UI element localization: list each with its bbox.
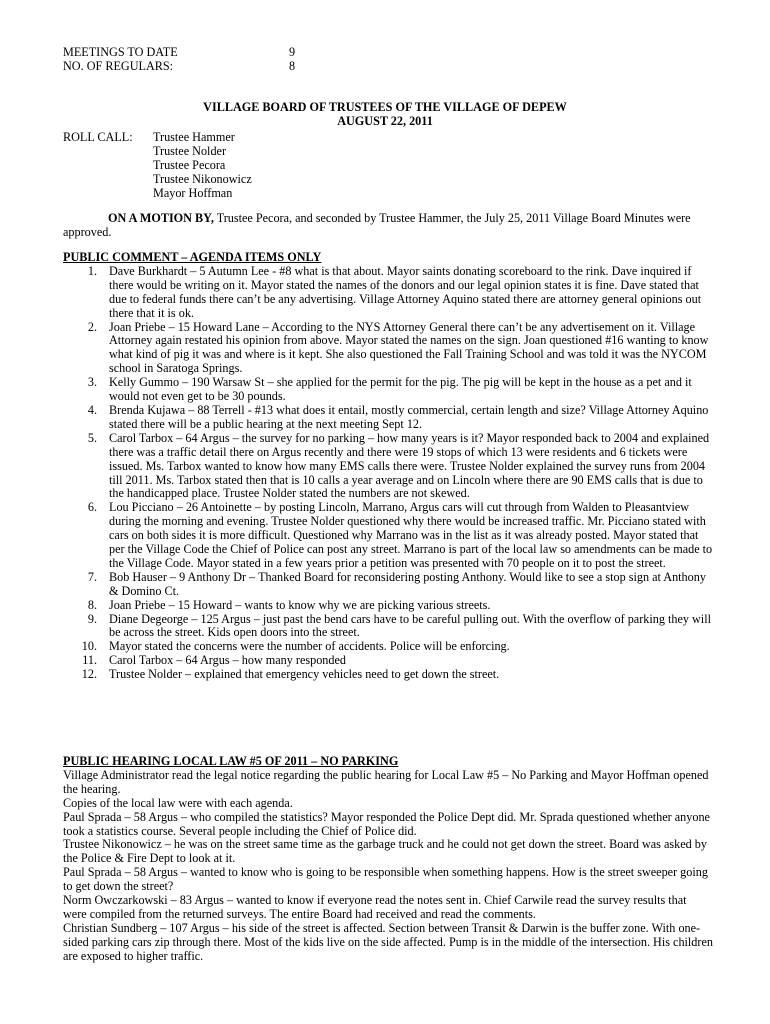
item-text: Carol Tarbox – 64 Argus – the survey for no parking – how many years is it? Mayor responded back to 2004 and explained there was a traffic detail there on Argus recently and there were 19 stops of which 13 were residents and 6 tickets were issued. Ms. Tarbox wanted to know how many EMS calls there were. Trustee Nolder explained the survey runs from 2004 till 2011. Ms. Tarbox stated then that is 10 calls a year average and on Lincoln where there are 90 EMS calls that is due to the handicapped place. Trustee Nolder stated the numbers are not skewed. xyxy=(109,430,710,501)
hearing-paragraph: Paul Sprada – 58 Argus – who compiled the statistics? Mayor responded the Police Dept did. Mr. Sprada questioned whether anyone took a statistics course. Several people including the Chief of Police did. xyxy=(63,809,710,838)
regulars-value: 8 xyxy=(289,59,296,73)
list-item xyxy=(63,321,713,377)
roll-call-member: Trustee Pecora xyxy=(153,157,226,172)
hearing-paragraph: Village Administrator read the legal notice regarding the public hearing for Local Law #5 – No Parking and Mayor Hoffman opened the hearing. xyxy=(63,767,709,796)
regulars-row xyxy=(63,59,296,74)
item-number: 8. xyxy=(87,597,97,612)
title-line-1: VILLAGE BOARD OF TRUSTEES OF THE VILLAGE OF DEPEW xyxy=(203,100,567,114)
list-item xyxy=(63,265,713,321)
roll-call-member: Mayor Hoffman xyxy=(153,185,233,200)
item-text: Joan Priebe – 15 Howard Lane – According to the NYS Attorney General there can’t be any advertisement on it. Village Attorney again restated his opinion from above. Mayor stated the names on the sign. Joan questioned #16 wanting to know what kind of pig it was and where is it kept. She also questioned the Fall Training School and was told it was the NYCOM school in Saratoga Springs. xyxy=(109,319,709,376)
hearing-paragraph: Paul Sprada – 58 Argus – wanted to know who is going to be responsible when something happens. How is the street sweeper going to get down the street? xyxy=(63,865,708,894)
list-item xyxy=(63,501,713,571)
item-number: 9. xyxy=(87,611,97,626)
motion-lead: ON A MOTION BY, xyxy=(108,211,214,225)
list-item xyxy=(63,599,713,613)
list-item xyxy=(63,613,713,641)
meeting-stats xyxy=(63,45,296,74)
item-number: 12. xyxy=(81,667,97,682)
meetings-to-date-value: 9 xyxy=(289,45,296,59)
item-text: Bob Hauser – 9 Anthony Dr – Thanked Board for reconsidering posting Anthony. Would like to see a stop sign at Anthony & Domino Ct. xyxy=(109,569,706,598)
list-item xyxy=(63,571,713,599)
item-number: 4. xyxy=(87,402,97,417)
public-hearing-section xyxy=(63,755,713,964)
public-comment-section xyxy=(63,251,713,682)
list-item xyxy=(63,432,713,502)
motion-paragraph xyxy=(63,212,713,240)
regulars-label: NO. OF REGULARS: xyxy=(63,59,174,73)
public-comment-heading: PUBLIC COMMENT – AGENDA ITEMS ONLY xyxy=(63,250,322,264)
motion-text: Trustee Pecora, and seconded by Trustee Hammer, the July 25, 2011 Village Board Minutes were approved. xyxy=(63,211,691,239)
item-text: Mayor stated the concerns were the number of accidents. Police will be enforcing. xyxy=(109,639,510,654)
hearing-paragraph: Copies of the local law were with each agenda. xyxy=(63,795,293,810)
item-text: Carol Tarbox – 64 Argus – how many responded xyxy=(109,653,346,668)
list-item xyxy=(63,404,713,432)
meetings-to-date-label: MEETINGS TO DATE xyxy=(63,45,178,59)
list-item xyxy=(63,376,713,404)
list-item xyxy=(63,668,713,682)
item-text: Trustee Nolder – explained that emergency vehicles need to get down the street. xyxy=(109,667,500,682)
item-number: 3. xyxy=(87,375,97,390)
item-text: Kelly Gummo – 190 Warsaw St – she applied for the permit for the pig. The pig will be kept in the house as a pet and it would not even get to be 30 pounds. xyxy=(109,375,692,404)
hearing-paragraph: Christian Sundberg – 107 Argus – his side of the street is affected. Section between Transit & Darwin is the buffer zone. With one-sided parking cars zip through there. Most of the kids live on the side affected. Pump is in the middle of the intersection. His children are exposed to higher traffic. xyxy=(63,920,713,963)
roll-call-member: Trustee Nolder xyxy=(153,143,227,158)
public-hearing-heading: PUBLIC HEARING LOCAL LAW #5 OF 2011 – NO PARKING xyxy=(63,754,399,768)
item-number: 11. xyxy=(82,653,97,668)
hearing-paragraph: Norm Owczarkowski – 83 Argus – wanted to know if everyone read the notes sent in. Chief Carwile read the survey results that were compiled from the returned surveys. The entire Board had received and read the comments. xyxy=(63,893,687,921)
roll-call-label: ROLL CALL: xyxy=(63,130,133,144)
item-number: 7. xyxy=(87,569,97,584)
roll-call-member: Trustee Nikonowicz xyxy=(153,171,252,186)
roll-call-members xyxy=(153,131,252,201)
item-text: Brenda Kujawa – 88 Terrell - #13 what does it entail, mostly commercial, certain length and size? Village Attorney Aquino stated there will be a public hearing at the next meeting Sept 12. xyxy=(109,402,709,431)
meetings-to-date-row xyxy=(63,45,296,60)
title-line-2: AUGUST 22, 2011 xyxy=(337,113,433,128)
item-text: Lou Picciano – 26 Antoinette – by posting Lincoln, Marrano, Argus cars will cut through from Walden to Pleasantview during the morning and evening. Trustee Nolder questioned why there would be increased traffic. Mr. Picciano stated with cars on both sides it is more difficult. Questioned why Marrano was in the list as it was already posted. Mayor stated that per the Village Code the Chief of Police can post any street. Marrano is part of the local law so amendments can be made to the Village Code. Mayor stated in a few years prior a petition was presented with 70 people on it to post the street. xyxy=(109,500,713,570)
hearing-paragraph: Trustee Nikonowicz – he was on the street same time as the garbage truck and he could not get down the street. Board was asked by the Police & Fire Dept to look at it. xyxy=(63,837,707,866)
item-number: 6. xyxy=(87,500,97,515)
item-number: 5. xyxy=(87,430,97,445)
item-number: 2. xyxy=(87,319,97,334)
item-text: Diane Degeorge – 125 Argus – just past the bend cars have to be careful pulling out. With the overflow of parking they will be across the street. Kids open doors into the street. xyxy=(109,611,711,640)
public-comment-list xyxy=(63,265,713,682)
roll-call-member: Trustee Hammer xyxy=(153,130,235,144)
item-number: 10. xyxy=(81,639,97,654)
list-item xyxy=(63,640,713,654)
item-text: Joan Priebe – 15 Howard – wants to know why we are picking various streets. xyxy=(109,597,491,612)
document-title xyxy=(0,101,770,129)
item-text: Dave Burkhardt – 5 Autumn Lee - #8 what is that about. Mayor saints donating scoreboard to the rink. Dave inquired if there would be writing on it. Mayor stated the names of the donors and our legal opinion states it is fine. Dave stated that due to federal funds there can’t be any advertising. Village Attorney Aquino stated there are attorney general opinions out there that it is ok. xyxy=(109,263,702,320)
list-item xyxy=(63,654,713,668)
item-number: 1. xyxy=(87,263,97,278)
